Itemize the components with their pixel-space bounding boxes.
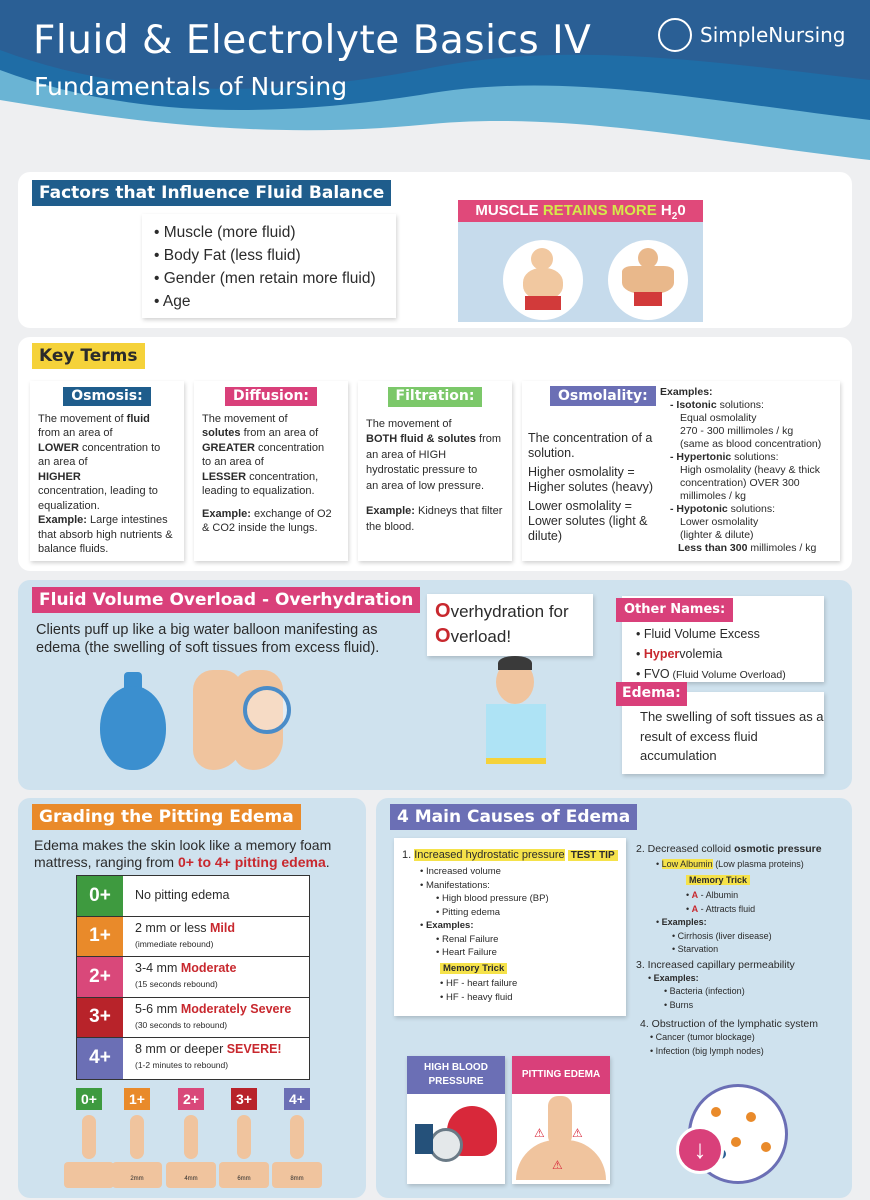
- list-item: • Gender (men retain more fluid): [154, 267, 396, 290]
- skin-depth-icon: 8mm: [272, 1162, 322, 1188]
- mnemonic-box: Overhydration for Overload!: [427, 594, 593, 656]
- grade-chip: 4+: [284, 1088, 310, 1110]
- factors-list-box: [142, 214, 396, 318]
- factors-card: [18, 172, 852, 328]
- causes-card: [376, 798, 852, 1198]
- header-banner: [0, 0, 870, 175]
- test-tip-badge: TEST TIP: [568, 850, 618, 861]
- finger-icon: [184, 1115, 198, 1159]
- heart-logo-icon: [658, 18, 692, 52]
- table-row: [77, 998, 309, 1039]
- finger-icon: [290, 1115, 304, 1159]
- pitting-edema-card: [512, 1056, 610, 1184]
- grade-chip: 0+: [76, 1088, 102, 1110]
- table-row: [77, 917, 309, 958]
- grade-description: 3-4 mm Moderate (15 seconds rebound): [135, 961, 237, 989]
- filtration-definition: The movement of BOTH fluid & solutes from an area of HIGH hydrostatic pressure to an area of low pressure. Example: Kidneys that filter the blood.: [366, 417, 503, 533]
- edema-box: [622, 685, 824, 774]
- osmosis-heading: Osmosis:: [63, 387, 151, 406]
- swollen-foot-icon: [183, 670, 293, 780]
- water-balloon-icon: [98, 672, 168, 772]
- skin-depth-icon: [64, 1162, 114, 1188]
- warning-icon: ⚠: [572, 1126, 583, 1140]
- grading-title: Grading the Pitting Edema: [32, 804, 301, 830]
- grade-description: 5-6 mm Moderately Severe (30 seconds to rebound): [135, 1001, 292, 1030]
- grading-table: [76, 875, 310, 1080]
- osmosis-box: [30, 381, 184, 561]
- key-terms-title: Key Terms: [32, 343, 145, 369]
- other-names-box: [622, 596, 824, 682]
- high-bp-label: HIGH BLOOD PRESSURE: [407, 1056, 505, 1094]
- osmolality-definition: The concentration of a solution. Higher osmolality = Higher solutes (heavy) Lower osmolality = Lower solutes (light & dilute): [528, 431, 654, 543]
- cause-1-box: 1. Increased hydrostatic pressure TEST TIP • Increased volume • Manifestations: • High blood pressure (BP) • Pitting edema • Examples: • Renal Failure • Heart Failure Memory Trick • HF - heart failure • HF - heavy fluid: [394, 838, 626, 1016]
- memory-trick-badge: Memory Trick: [686, 875, 750, 885]
- grade-label: 0+: [77, 876, 123, 916]
- list-item: • Muscle (more fluid): [154, 221, 396, 244]
- other-names-title: Other Names:: [616, 598, 733, 622]
- muscle-man-icon: [608, 240, 688, 320]
- finger-icon: [130, 1115, 144, 1159]
- grade-description: 8 mm or deeper SEVERE! (1-2 minutes to rebound): [135, 1042, 282, 1070]
- filtration-heading: Filtration:: [388, 387, 483, 407]
- osmolality-heading: Osmolality:: [550, 386, 656, 406]
- causes-2-4-list: 2. Decreased colloid osmotic pressure • Low Albumin (Low plasma proteins) Memory Trick • A - Albumin • A - Attracts fluid • Examples: • Cirrhosis (liver disease) • Starvation 3. Increased capillary permeability • Examples: • Bacteria (infection) • Burns 4. Obstruction of the lymphatic system • Cancer (tumor blockage) • Infection (big lymph nodes): [636, 843, 822, 1056]
- edema-title: Edema:: [616, 682, 687, 706]
- arrow-down-icon: ↓: [676, 1126, 724, 1174]
- list-item: • FVO (Fluid Volume Overload): [636, 667, 786, 681]
- osmosis-definition: The movement of fluid from an area of LOWER concentration to an area of HIGHER concentration, leading to equalization. Example: Large intestines that absorb high nutrients & balance fluids.: [38, 412, 173, 555]
- grade-label: 3+: [77, 998, 123, 1038]
- overload-title: Fluid Volume Overload - Overhydration: [32, 587, 420, 613]
- high-bp-card: [407, 1056, 505, 1184]
- factors-list: [154, 221, 396, 313]
- skin-depth-icon: 6mm: [219, 1162, 269, 1188]
- gauge-icon: [429, 1128, 463, 1162]
- fat-man-icon: [503, 240, 583, 320]
- grade-chip: 2+: [178, 1088, 204, 1110]
- grade-label: 4+: [77, 1038, 123, 1079]
- overload-description: Clients puff up like a big water balloon manifesting as edema (the swelling of soft tissues from excess fluid).: [36, 622, 380, 656]
- causes-title: 4 Main Causes of Edema: [390, 804, 637, 830]
- brand-logo: [658, 18, 846, 52]
- grade-description: 2 mm or less Mild (immediate rebound): [135, 920, 236, 949]
- warning-icon: ⚠: [552, 1158, 563, 1172]
- table-row: [77, 1038, 309, 1079]
- osmolality-examples: Examples: - Isotonic solutions: Equal osmolality 270 - 300 millimoles / kg (same as blood concentration) - Hypertonic solutions: High osmolality (heavy & thick concentration) OVER 300 millimoles / kg - Hypotonic solutions: Lower osmolality (lighter & dilute) Less than 300 millimoles / kg: [660, 386, 822, 554]
- filtration-box: [358, 381, 512, 561]
- grade-chip: 3+: [231, 1088, 257, 1110]
- grade-chip: 1+: [124, 1088, 150, 1110]
- edema-definition: The swelling of soft tissues as a result of excess fluid accumulation: [640, 709, 824, 763]
- finger-icon: [82, 1115, 96, 1159]
- cause-1-heading: Increased hydrostatic pressure: [414, 849, 565, 861]
- list-item: • Body Fat (less fluid): [154, 244, 396, 267]
- pitting-edema-label: PITTING EDEMA: [512, 1056, 610, 1094]
- grade-description: No pitting edema: [135, 888, 230, 902]
- skin-depth-icon: 4mm: [166, 1162, 216, 1188]
- muscle-banner: MUSCLE RETAINS MORE $H_20$: [458, 200, 703, 222]
- list-item: • Age: [154, 290, 396, 313]
- table-row: [77, 876, 309, 917]
- finger-icon: [237, 1115, 251, 1159]
- grade-label: 1+: [77, 917, 123, 957]
- page-subtitle: Fundamentals of Nursing: [34, 72, 348, 101]
- diffusion-definition: The movement of solutes from an area of GREATER concentration to an area of LESSER concentration, leading to equalization. Example: exchange of O2 & CO2 inside the lungs.: [202, 412, 332, 534]
- skin-depth-icon: 2mm: [112, 1162, 162, 1188]
- table-row: [77, 957, 309, 998]
- diffusion-heading: Diffusion:: [225, 387, 317, 406]
- finger-icon: [548, 1096, 572, 1146]
- diffusion-box: [194, 381, 348, 561]
- brand-name: SimpleNursing: [700, 23, 846, 47]
- list-item: • Fluid Volume Excess: [636, 627, 760, 641]
- page-title: Fluid & Electrolyte Basics IV: [33, 18, 592, 63]
- osmolality-box: [522, 381, 840, 561]
- list-item: • Hypervolemia: [636, 647, 723, 661]
- key-terms-card: [18, 337, 852, 571]
- muscle-illustration: [458, 200, 703, 322]
- bloated-patient-icon: [478, 660, 558, 770]
- cuff-icon: [415, 1124, 433, 1154]
- grading-description: Edema makes the skin look like a memory foam mattress, ranging from 0+ to 4+ pitting edema.: [34, 837, 332, 870]
- warning-icon: ⚠: [534, 1126, 545, 1140]
- factors-title: Factors that Influence Fluid Balance: [32, 180, 391, 206]
- overload-card: [18, 580, 852, 790]
- memory-trick-badge: Memory Trick: [440, 963, 507, 974]
- grade-label: 2+: [77, 957, 123, 997]
